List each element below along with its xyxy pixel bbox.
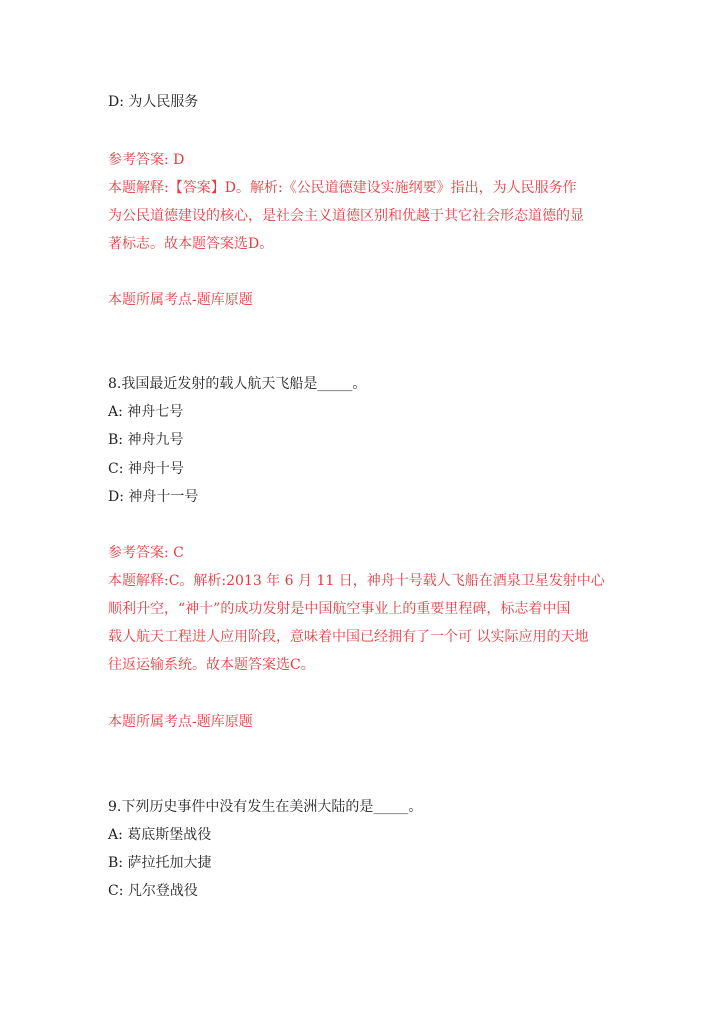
prev-explanation-line-2: 为公民道德建设的核心，是社会主义道德区别和优越于其它社会形态道德的显	[108, 208, 584, 224]
prev-answer: 参考答案: D	[108, 152, 185, 168]
q9-option-a: A: 葛底斯堡战役	[108, 827, 212, 843]
q8-option-b: B: 神舟九号	[108, 432, 184, 448]
prev-explanation-line-1: 本题解释:【答案】D。解析:《公民道德建设实施纲要》指出，为人民服务作	[108, 180, 577, 196]
q9-option-c: C: 凡尔登战役	[108, 883, 198, 899]
q8-option-c: C: 神舟十号	[108, 461, 184, 477]
q8-explanation-line-1: 本题解释:C。解析:2013 年 6 月 11 日，神舟十号载人飞船在酒泉卫星发射中心	[108, 573, 605, 589]
q8-explanation-line-2: 顺利升空，“神十”的成功发射是中国航空事业上的重要里程碑，标志着中国	[108, 601, 571, 617]
q8-explanation-line-4: 往返运输系统。故本题答案选C。	[108, 657, 315, 673]
prev-topic: 本题所属考点-题库原题	[108, 292, 253, 308]
q8-option-d: D: 神舟十一号	[108, 489, 199, 505]
q8-stem: 8.我国最近发射的载人航天飞船是_____。	[108, 376, 367, 392]
prev-explanation-line-3: 著标志。故本题答案选D。	[108, 236, 274, 252]
q8-answer: 参考答案: C	[108, 545, 184, 561]
q9-option-b: B: 萨拉托加大捷	[108, 855, 212, 871]
q8-topic: 本题所属考点-题库原题	[108, 714, 253, 730]
q9-stem: 9.下列历史事件中没有发生在美洲大陆的是_____。	[108, 799, 423, 815]
q8-explanation-line-3: 载人航天工程进人应用阶段，意味着中国已经拥有了一个可 以实际应用的天地	[108, 629, 589, 645]
q8-option-a: A: 神舟七号	[108, 404, 184, 420]
prev-option-d: D: 为人民服务	[108, 94, 199, 110]
